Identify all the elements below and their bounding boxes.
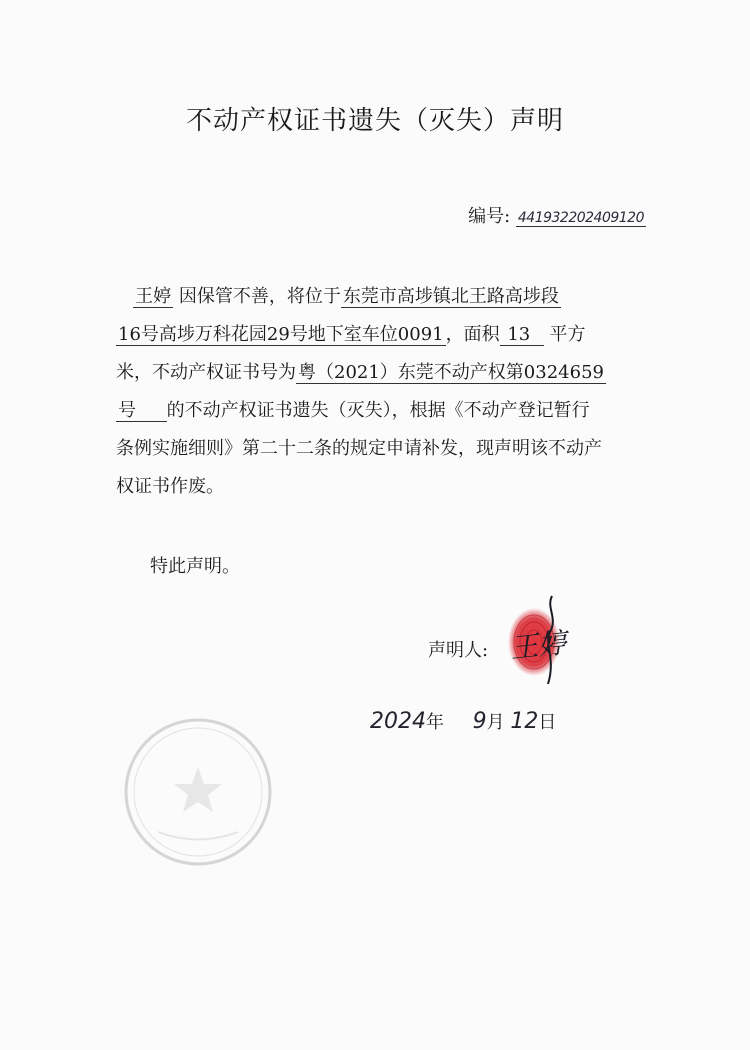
- faint-seal-icon: [118, 712, 278, 872]
- page-title: 不动产权证书遗失（灭失）声明: [185, 106, 564, 136]
- number-value: 441932202409120: [517, 210, 644, 226]
- owner-name: 王婷: [135, 286, 172, 307]
- body-line-4: 号 的不动产权证书遗失（灭失），根据《不动产登记暂行: [118, 400, 590, 421]
- address-part2: 16号高埗万科花园29号地下室车位0091: [118, 324, 444, 345]
- body-line-1: 王婷 因保管不善，将位于 东莞市高埗镇北王路高埗段: [135, 286, 559, 307]
- date-month: 9: [472, 709, 487, 734]
- number-label: 编号:: [468, 206, 511, 227]
- body-line-6: 权证书作废。: [116, 476, 224, 497]
- area-value: 13: [500, 324, 544, 346]
- date-day-unit: 日: [538, 712, 557, 733]
- date-year-unit: 年: [426, 712, 444, 733]
- date-month-unit: 月: [486, 712, 505, 733]
- body-line-5: 条例实施细则》第二十二条的规定申请补发，现声明该不动产: [116, 438, 602, 459]
- cert-number-part2: 号: [116, 400, 167, 422]
- signature: 王婷: [508, 626, 568, 665]
- document-number: [468, 202, 646, 228]
- body-line-2: 16号高埗万科花园29号地下室车位0091 ，面积 13 平方: [118, 324, 586, 345]
- body-line-3: 米，不动产权证书号为 粤（2021）东莞不动产权第0324659: [116, 362, 604, 383]
- date: [370, 708, 556, 734]
- declarant-label: 声明人:: [428, 640, 489, 661]
- date-day: 12: [510, 709, 539, 734]
- address-part1: 东莞市高埗镇北王路高埗段: [342, 286, 559, 307]
- closing-statement: 特此声明。: [150, 556, 240, 577]
- signature-area: [500, 588, 580, 698]
- cert-number-part1: 粤（2021）东莞不动产权第0324659: [298, 362, 604, 383]
- date-year: 2024: [370, 709, 426, 734]
- declaration-body: [116, 278, 656, 506]
